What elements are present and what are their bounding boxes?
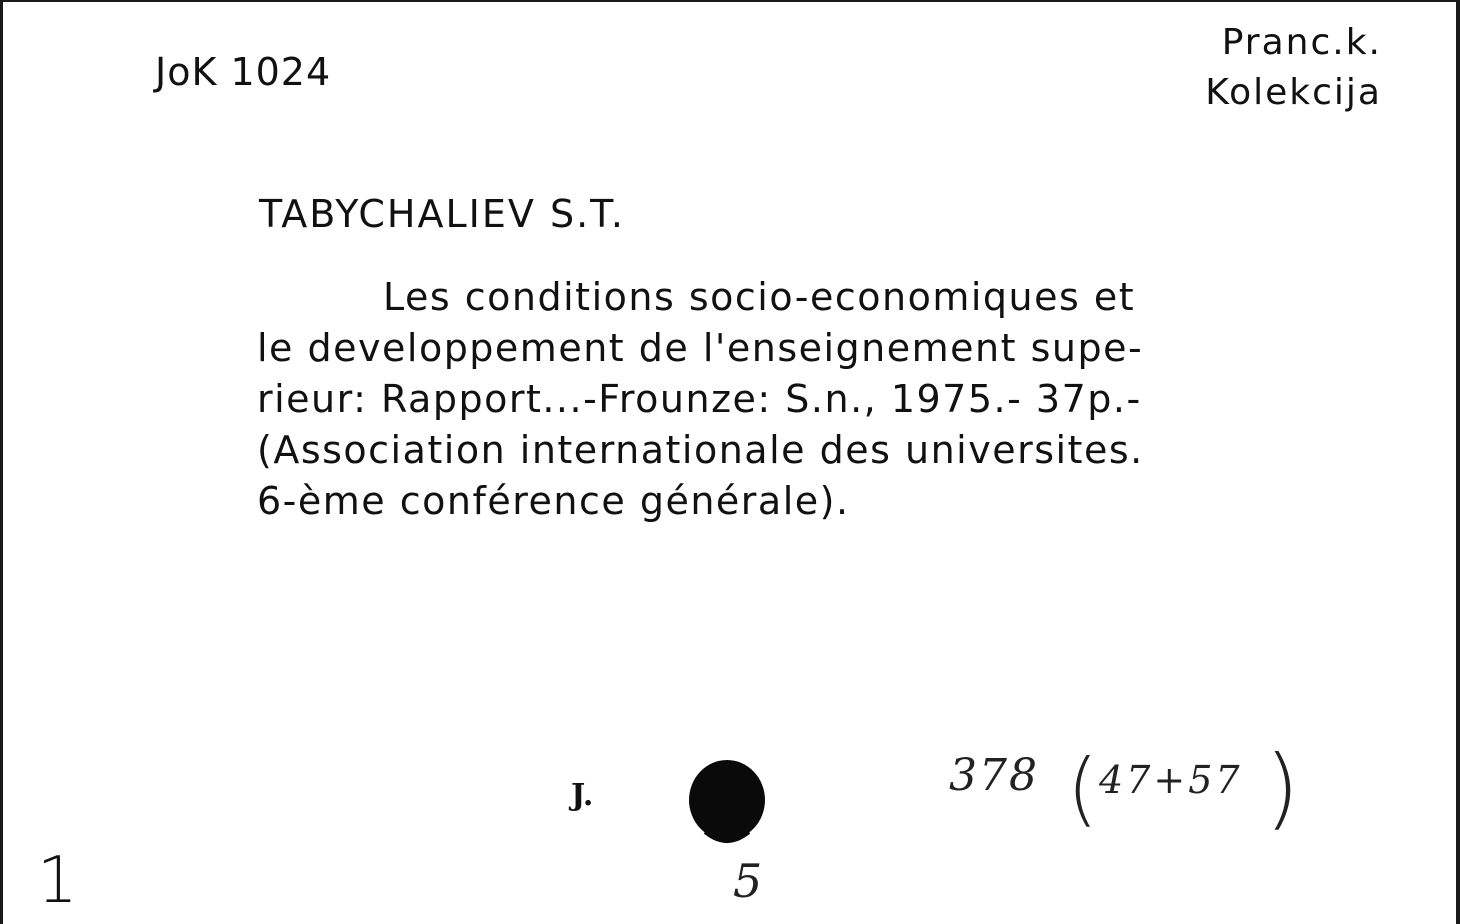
handwritten-number: 5: [733, 854, 763, 908]
udc-parenthetical: 47+57: [1099, 758, 1243, 802]
description-line: Les conditions socio-economiques et: [383, 275, 1136, 319]
bibliographic-description: [257, 272, 1437, 527]
description-line: (Association internationale des universites.: [257, 428, 1144, 472]
punch-hole: [685, 754, 775, 854]
description-line: 6-ème conférence générale).: [257, 479, 850, 523]
stamp-mark: J.: [571, 778, 594, 813]
open-paren-mark: (: [1067, 742, 1099, 835]
close-paren-mark: ): [1265, 736, 1300, 839]
call-number: JoK 1024: [155, 50, 332, 94]
sequence-number: 1: [37, 844, 78, 918]
udc-classification: 378: [949, 750, 1039, 801]
description-line: rieur: Rapport...-Frounze: S.n., 1975.- 37p.-: [257, 377, 1142, 421]
collection-label-line2: Kolekcija: [1205, 72, 1382, 113]
author-heading: TABYCHALIEV S.T.: [259, 192, 625, 236]
description-line: le developpement de l'enseignement supe-: [257, 326, 1144, 370]
collection-label-line1: Pranc.k.: [1221, 22, 1382, 63]
